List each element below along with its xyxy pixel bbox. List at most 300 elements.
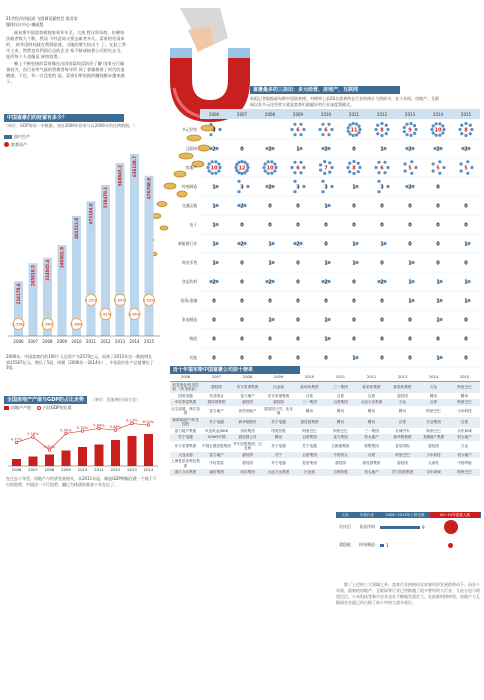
gdp-bar <box>95 445 104 467</box>
tbl-cell: 阿里巴巴 <box>333 428 348 433</box>
matrix-count: 0 <box>296 298 300 305</box>
gdp-bar <box>62 451 71 467</box>
matrix-person-dot <box>299 171 302 174</box>
tbl-cell: 百度 <box>305 393 314 398</box>
matrix-count: 0 <box>324 241 328 248</box>
matrix-year: 2012 <box>376 112 388 117</box>
tbl-cell: 苏宁电器 <box>271 461 286 466</box>
matrix-row-label: 物流 <box>189 335 197 341</box>
matrix-person-dot <box>240 172 243 175</box>
matrix-count: 7 <box>324 165 328 172</box>
matrix-person-dot <box>383 147 386 150</box>
matrix-person-dot <box>410 160 413 163</box>
matrix-count: 0 <box>408 355 412 362</box>
matrix-person-dot <box>413 124 416 127</box>
gdp-year-label: 2014 <box>143 467 154 472</box>
matrix-person-dot <box>211 172 214 175</box>
gdp-year-label: 2009 <box>61 467 71 472</box>
matrix-count: 6 <box>296 127 300 134</box>
tbl-cell: 娃哈哈集团 <box>294 381 325 393</box>
matrix-person-dot <box>267 160 270 163</box>
tbl-cell: 中国华能 <box>457 461 472 466</box>
matrix-person-dot <box>271 261 274 264</box>
tbl-cell: 苏宁电器 <box>302 443 317 448</box>
legend-row-1 <box>336 518 481 536</box>
gdp-pct-label: 6.03% <box>142 420 155 424</box>
intro-byline-2: 媒体设计中心·谢丽慧 <box>6 21 44 27</box>
matrix-count: 1 <box>212 241 216 248</box>
gdp-pct-label: 5.84% <box>93 423 105 428</box>
matrix-person-dot <box>206 166 209 169</box>
tbl-cell: 腾讯 <box>336 408 345 413</box>
table-row <box>170 469 480 476</box>
tbl-cell: 碧桂园集团 <box>201 399 232 406</box>
gdp-year-label: 2008 <box>44 467 55 472</box>
matrix-person-dot <box>215 223 218 226</box>
note-text: 除了上述的三大领域之外，富豪行业的格局在宏观经济发展的带动下、而在十年间，最新的房地产、互联网等行业已经跨越了很多曾经的大行业，大连万达与阿里巴巴、小米科技等新兴企业也在不断地发展壮大，在最新的榜单里，房地产与互联网企业就已经占据了前十中的大部分席位。 <box>336 582 480 605</box>
legend-r2-circle <box>448 543 453 548</box>
matrix-person-dot <box>438 160 441 163</box>
matrix-person-dot <box>376 124 379 127</box>
matrix-count: 0 <box>352 336 356 343</box>
matrix-count: 0 <box>240 336 244 343</box>
matrix-person-dot <box>357 162 360 165</box>
tbl-cell: 碧桂园 <box>397 393 408 398</box>
matrix-person-dot <box>327 261 330 264</box>
matrix-count: 2 <box>240 241 244 248</box>
matrix-count: 0 <box>380 222 384 229</box>
matrix-person-dot <box>374 128 377 131</box>
matrix-year: 2011 <box>348 112 360 117</box>
tbl-cell: 碧桂园 <box>397 461 408 466</box>
matrix-count: 0 <box>436 222 440 229</box>
matrix-person-dot <box>352 122 355 125</box>
matrix-count: 3 <box>380 184 384 191</box>
legend-r1-bar <box>380 526 420 529</box>
matrix-person-dot <box>469 124 472 127</box>
matrix-person-dot <box>215 261 218 264</box>
matrix-person-dot <box>441 131 444 134</box>
tbl-cell: 京东商城 <box>457 428 472 433</box>
gdp-ratio-point <box>131 422 134 425</box>
tbl-cell: 百度 <box>387 417 418 428</box>
tbl-cell: 比亚迪 <box>263 381 294 393</box>
matrix-person-dot <box>386 185 389 188</box>
tbl-cell: 中国五强控股集团 <box>202 443 231 448</box>
matrix-count: 0 <box>380 203 384 210</box>
tbl-cell: 五粮液集团 <box>331 443 350 448</box>
matrix-person-dot <box>358 128 361 131</box>
legend-r2-name: 梁稳根 <box>339 542 351 547</box>
matrix-count: 6 <box>380 165 384 172</box>
matrix-count: 0 <box>268 298 272 305</box>
matrix-person-dot <box>321 180 324 183</box>
tbl-cell: 富力地产集团 <box>174 428 197 433</box>
tbl-cell: 碧桂园 <box>232 399 263 406</box>
matrix-count: 1 <box>464 298 468 305</box>
matrix-person-dot <box>271 147 274 150</box>
gdp-pct-label: 5.70% <box>76 426 89 430</box>
tbl-cell: 百度集团 <box>325 399 356 406</box>
matrix-count: 0 <box>296 222 300 229</box>
share-label: 2.25% <box>85 298 97 303</box>
matrix-count: 1 <box>212 222 216 229</box>
matrix-person-dot <box>302 128 305 131</box>
tbl-cell: 玖龙纸业 <box>209 393 224 398</box>
matrix-person-dot <box>323 172 326 175</box>
tbl-cell: 富力地产 <box>240 393 255 398</box>
matrix-count: 2 <box>212 279 216 286</box>
assets-paragraph: 2006年，中国富豪们的100个人总资产为2570亿元，而到了2015年这一数值增长到15567亿元，增长了5倍。同期（2006年－2014年），中国国内生产总值增长了3倍。 <box>6 354 154 370</box>
matrix-year: 2006 <box>208 112 220 117</box>
tbl-cell: 碧桂园 <box>232 452 263 459</box>
matrix-count: 0 <box>324 298 328 305</box>
matrix-person-dot <box>327 280 330 283</box>
matrix-person-dot <box>234 166 237 169</box>
matrix-count: 0 <box>240 355 244 362</box>
tbl-cell: 融信集团 <box>201 469 232 476</box>
matrix-person-dot <box>302 185 305 188</box>
tbl-cell: 阿里巴巴 <box>449 381 480 393</box>
tbl-cell: SOHO中国 <box>201 434 232 441</box>
billionaire-table <box>170 366 480 476</box>
gdp-bar <box>29 457 38 467</box>
tbl-year-header: 2008 <box>232 374 263 381</box>
matrix-count: 2 <box>408 184 412 191</box>
legend-gdp-label: 国内生产 <box>14 134 30 139</box>
asset-value-label: 265810.3 <box>30 265 36 287</box>
matrix-person-dot <box>467 147 470 150</box>
legend-range-header: 2006~2015年上榜记数 <box>385 513 425 517</box>
matrix-person-dot <box>323 160 326 163</box>
matrix-count: 0 <box>436 241 440 248</box>
tbl-cell: 腾讯 <box>460 393 469 398</box>
person-legend <box>336 512 481 554</box>
legend-asset-label: 富豪资产 <box>11 141 27 147</box>
tbl-year-header: 2012 <box>356 374 387 381</box>
tbl-cell: 西洋集团 <box>232 469 263 476</box>
matrix-person-dot <box>355 261 358 264</box>
gdp-year-label: 2007 <box>28 467 38 472</box>
share-label: 1.59% <box>12 322 25 327</box>
matrix-person-dot <box>211 160 214 163</box>
matrix-person-dot <box>217 169 220 172</box>
matrix-count: 2 <box>464 146 468 153</box>
matrix-person-dot <box>273 169 276 172</box>
matrix-count: 1 <box>212 203 216 210</box>
matrix-person-dot <box>348 170 351 173</box>
matrix-person-dot <box>355 133 358 136</box>
matrix-count: 0 <box>436 203 440 210</box>
asset-value-label: 519470.1 <box>103 186 108 208</box>
matrix-row-label: 互联网 <box>185 145 197 151</box>
tbl-cell: 腾讯 <box>325 417 356 428</box>
matrix-person-dot <box>273 162 276 165</box>
matrix-person-dot <box>215 280 218 283</box>
matrix-count: 0 <box>296 203 300 210</box>
matrix-count: 6 <box>324 127 328 134</box>
matrix-person-dot <box>467 299 470 302</box>
matrix-year: 2010 <box>320 112 332 117</box>
matrix-person-dot <box>217 162 220 165</box>
matrix-person-dot <box>355 185 358 188</box>
tbl-cell: 百度 <box>336 393 345 398</box>
matrix-person-dot <box>355 356 358 359</box>
matrix-person-dot <box>385 124 388 127</box>
matrix-person-dot <box>327 337 330 340</box>
assets-bar-chart <box>4 114 164 366</box>
tbl-cell: 美的集团 <box>240 428 255 433</box>
matrix-row-label: 投资/金融 <box>180 297 197 303</box>
matrix-person-dot <box>270 160 273 163</box>
tbl-cell: 碧桂园公司、比亚迪 <box>264 406 293 415</box>
matrix-count: 8 <box>352 165 356 172</box>
legend-person-header: 人物 <box>341 513 349 517</box>
asset-value-label: 636138.7 <box>132 156 137 178</box>
matrix-count: 1 <box>436 298 440 305</box>
matrix-count: 0 <box>212 336 216 343</box>
matrix-person-dot <box>327 123 330 126</box>
matrix-count: 2 <box>380 279 384 286</box>
matrix-person-dot <box>262 166 265 169</box>
matrix-person-dot <box>432 162 435 165</box>
matrix-person-dot <box>405 133 408 136</box>
matrix-person-dot <box>293 190 296 193</box>
intro-byline-1: 21世纪经济报道·飞图调话薪胜芸 梁君男 <box>6 16 78 21</box>
gdp-ratio-point <box>114 429 117 432</box>
tbl-cell: 小米科技 <box>418 452 449 459</box>
matrix-person-dot <box>330 185 333 188</box>
tbl-title: 近十年福布斯中国富豪公司前十榜单 <box>170 366 300 374</box>
matrix-count: 0 <box>380 260 384 267</box>
matrix-count: 0 <box>240 260 244 267</box>
matrix-row-label: 房地产 <box>185 164 197 170</box>
matrix-count: 0 <box>296 260 300 267</box>
matrix-person-dot <box>403 126 406 129</box>
matrix-count: 1 <box>212 260 216 267</box>
matrix-person-dot <box>293 180 296 183</box>
matrix-person-dot <box>267 172 270 175</box>
matrix-count: 0 <box>408 203 412 210</box>
gdp-pct-label: 5.50% <box>60 428 72 433</box>
tbl-cell: 吉利控股 <box>325 469 356 476</box>
matrix-count: 0 <box>324 222 328 229</box>
matrix-person-dot <box>299 133 302 136</box>
matrix-count: 0 <box>380 298 384 305</box>
matrix-count: 0 <box>268 203 272 210</box>
matrix-person-dot <box>439 318 442 321</box>
matrix-person-dot <box>411 147 414 150</box>
matrix-person-dot <box>352 134 355 137</box>
matrix-person-dot <box>442 166 445 169</box>
matrix-count: 2 <box>268 184 272 191</box>
matrix-person-dot <box>215 185 218 188</box>
matrix-person-dot <box>240 160 243 163</box>
matrix-person-dot <box>470 128 473 131</box>
tbl-year-header: 2010 <box>294 374 325 381</box>
matrix-person-dot <box>347 126 350 129</box>
matrix-count: 0 <box>464 260 468 267</box>
matrix-person-dot <box>237 190 240 193</box>
matrix-person-dot <box>442 128 445 131</box>
matrix-row-label: 家电制造 <box>181 316 197 322</box>
matrix-person-dot <box>357 131 360 134</box>
tbl-cell: 新华联股份 <box>232 417 263 428</box>
matrix-count: 1 <box>268 317 272 324</box>
assets-chart <box>4 114 164 370</box>
matrix-person-dot <box>330 128 333 131</box>
asset-year-label: 2011 <box>85 339 97 344</box>
tbl-cell: 苏宁电器 <box>170 434 201 441</box>
closing-note <box>336 582 480 606</box>
tbl-year-header: 2006 <box>170 374 201 381</box>
tbl-cell: 世茂房地产 <box>238 408 257 413</box>
matrix-count: 0 <box>352 317 356 324</box>
matrix-count: 1 <box>324 203 328 210</box>
matrix-person-dot <box>430 128 433 131</box>
tbl-cell: 阿里巴巴 <box>426 408 441 413</box>
matrix-count: 0 <box>436 336 440 343</box>
matrix-grid <box>170 109 480 377</box>
matrix-count: 1 <box>324 336 328 343</box>
tbl-cell: 百度集团 <box>294 434 325 441</box>
matrix-count: 1 <box>324 317 328 324</box>
matrix-count: 0 <box>352 279 356 286</box>
matrix-person-dot <box>355 242 358 245</box>
matrix-person-dot <box>218 166 221 169</box>
tbl-cell: 龙湖地产集团 <box>418 434 449 441</box>
matrix-person-dot <box>414 166 417 169</box>
matrix-count: 1 <box>464 279 468 286</box>
tbl-cell: 恒大地产 <box>356 434 387 441</box>
matrix-count: 1 <box>464 241 468 248</box>
table-row <box>170 381 480 393</box>
tbl-cell: 阿里巴巴 <box>449 399 480 406</box>
matrix-count: 0 <box>352 298 356 305</box>
gdp-legend-b: 占比GDP的比重 <box>43 405 72 410</box>
tbl-cell: 万达 <box>387 399 418 406</box>
tbl-cell: 百度 <box>449 417 480 428</box>
matrix-person-dot <box>319 163 322 166</box>
table-row <box>170 458 480 469</box>
gdp-bar <box>45 455 54 467</box>
tbl-cell: 比亚迪 <box>294 469 325 476</box>
matrix-person-dot <box>321 190 324 193</box>
tbl-cell: 苏宁 <box>263 452 294 459</box>
matrix-count: 0 <box>212 317 216 324</box>
tbl-cell: 碧桂园 <box>263 399 294 406</box>
matrix-person-dot <box>383 242 386 245</box>
matrix-person-dot <box>299 242 302 245</box>
gdp-year-label: 2011 <box>94 467 104 472</box>
asset-year-label: 2014 <box>129 339 140 344</box>
tbl-cell: 万达 <box>460 443 469 448</box>
table-row <box>170 417 480 428</box>
matrix-person-dot <box>299 161 302 164</box>
matrix-person-dot <box>411 280 414 283</box>
matrix-person-dot <box>243 204 246 207</box>
tbl-cell: 腾讯 <box>429 393 438 398</box>
matrix-count: 0 <box>464 203 468 210</box>
tbl-cell: 东方希望集团 <box>267 393 290 398</box>
matrix-count: 0 <box>464 317 468 324</box>
matrix-person-dot <box>460 162 463 165</box>
table-row <box>170 441 480 452</box>
matrix-count: 0 <box>212 298 216 305</box>
matrix-person-dot <box>439 147 442 150</box>
asset-year-label: 2010 <box>71 339 82 344</box>
tbl-cell: 大润发 <box>428 461 439 466</box>
legend-r2-num: 1 <box>386 542 389 548</box>
matrix-count: 0 <box>408 241 412 248</box>
matrix-person-dot <box>466 160 469 163</box>
matrix-person-dot <box>327 147 330 150</box>
tbl-cell: 腾讯 <box>398 408 407 413</box>
matrix-count: 0 <box>296 355 300 362</box>
tbl-cell: 万达 <box>418 381 449 393</box>
gdp-ratio-point <box>15 441 18 444</box>
matrix-year: 2013 <box>404 112 416 117</box>
share-label: 2.04% <box>128 312 141 317</box>
matrix-person-dot <box>383 161 386 164</box>
gdp-bar <box>12 459 21 466</box>
gdp-pct-label: 4.62% <box>43 445 56 449</box>
matrix-person-dot <box>237 180 240 183</box>
matrix-count: 1 <box>324 260 328 267</box>
matrix-person-dot <box>380 134 383 137</box>
matrix-person-dot <box>352 172 355 175</box>
matrix-person-dot <box>302 166 305 169</box>
matrix-person-dot <box>377 171 380 174</box>
gdp-chart <box>4 396 160 492</box>
tbl-cell: 华宇控股集团、比亚迪 <box>233 441 262 450</box>
gdp-ratio-point <box>81 430 84 433</box>
matrix-row-label: 商业零售 <box>181 259 197 265</box>
gdp-legend-a: 房地产产值 <box>11 405 31 410</box>
matrix-person-dot <box>410 172 413 175</box>
table-row <box>170 406 480 417</box>
matrix-count: 2 <box>436 146 440 153</box>
matrix-person-dot <box>215 204 218 207</box>
matrix-person-dot <box>330 166 333 169</box>
matrix-person-dot <box>466 172 469 175</box>
matrix-person-dot <box>383 171 386 174</box>
asset-year-label: 2009 <box>56 339 68 344</box>
matrix-person-dot <box>246 185 249 188</box>
asset-value-label: 401512.8 <box>74 217 79 239</box>
matrix-person-dot <box>358 166 361 169</box>
matrix-count: 0 <box>408 222 412 229</box>
tbl-cell: 百度 <box>418 399 449 406</box>
matrix-person-dot <box>319 169 322 172</box>
matrix-person-dot <box>321 133 324 136</box>
matrix-count: 1 <box>408 260 412 267</box>
tbl-cell: 腾讯 <box>367 408 376 413</box>
tbl-cell: 腾讯 <box>356 417 387 428</box>
matrix-person-dot <box>458 128 461 131</box>
matrix-description: 本组记者根据福布斯中国富豪榜，对榜单上前20名富豪所在行业的统计与图标中，在十年间，房地产、互联网以及多元化经营方就是富豪们最偏好的行业深度策模式。 <box>250 96 440 107</box>
matrix-person-dot <box>327 204 330 207</box>
intro-paragraph-1: 福布斯中国富豪榜独家举年年至，大使 胜汉华异商，仿佛每次耐者数大个数，然而 不经意间又要去新者多几。富豪的更清来的， 故华国财间就在利润驱使，当地的增大结出个 了。在此之季中上来，然然也有利刮后总的企业 家不断或接着公司的失去当，连所每个人也像是 网络消费。 <box>6 30 126 59</box>
matrix-person-dot <box>385 132 388 135</box>
asset-value-label: 676708.0 <box>146 177 152 199</box>
tbl-cell: 碧桂园 <box>242 461 253 466</box>
matrix-person-dot <box>464 134 467 137</box>
matrix-person-dot <box>438 122 441 125</box>
matrix-count: 0 <box>296 279 300 286</box>
matrix-row-label: 其他 <box>189 354 197 360</box>
matrix-count: 3 <box>240 184 244 191</box>
